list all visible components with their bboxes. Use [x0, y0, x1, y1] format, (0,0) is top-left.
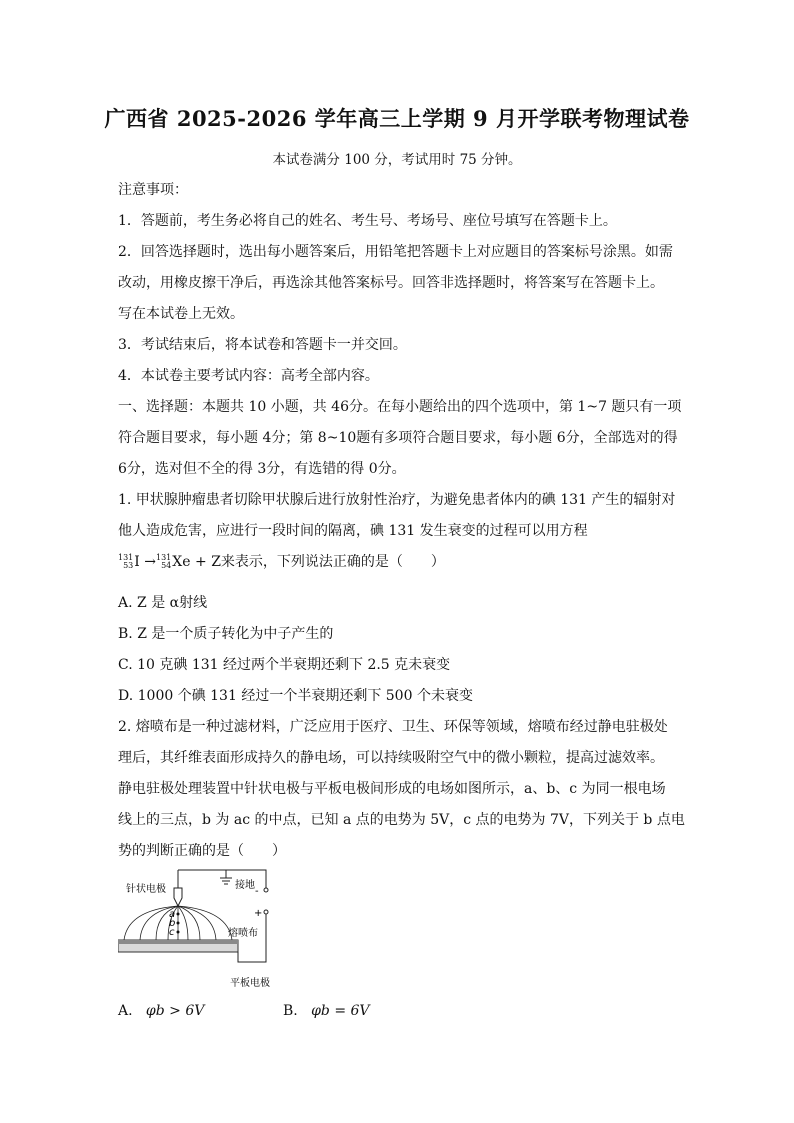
q2-option-b-letter: B.	[283, 1003, 298, 1019]
xenon-charge-number: 54	[161, 561, 172, 570]
equation-tail: 来表示，下列说法正确的是（ ）	[220, 554, 445, 570]
question-1-text: 1. 甲状腺肿瘤患者切除甲状腺后进行放射性治疗，为避免患者体内的碘 131 产生的辐射对	[118, 492, 676, 508]
point-a-label: a	[169, 909, 176, 920]
q1-option-c: C. 10 克碘 131 经过两个半衰期还剩下 2.5 克未衰变	[118, 657, 451, 673]
iodine-symbol: I	[134, 554, 140, 570]
page-title: 广西省 2025-2026 学年高三上学期 9 月开学联考物理试卷	[104, 106, 690, 131]
question-2-text: 2. 熔喷布是一种过滤材料，广泛应用于医疗、卫生、环保等领域，熔喷布经过静电驻极处	[118, 719, 668, 735]
page-subtitle: 本试卷满分 100 分，考试用时 75 分钟。	[272, 152, 522, 168]
question-2-text: 理后，其纤维表面形成持久的静电场，可以持续吸附空气中的微小颗粒，提高过滤效率。	[118, 750, 664, 766]
cloth-label: 熔喷布	[228, 928, 258, 939]
xenon-symbol: Xe	[172, 554, 191, 570]
q2-option-a-expr: φb > 6V	[145, 1003, 205, 1019]
q2-option-a	[118, 1003, 204, 1019]
plate-label: 平板电极	[230, 978, 270, 989]
point-b-label: b	[169, 918, 176, 929]
plus-symbol: +	[195, 554, 207, 570]
note-line: 1．答题前，考生务必将自己的姓名、考生号、考场号、座位号填写在答题卡上。	[118, 213, 617, 229]
section-instruction: 6分，选对但不全的得 3分，有选错的得 0分。	[118, 461, 406, 477]
xenon-numbers	[156, 554, 171, 570]
xenon-mass-number: 131	[156, 553, 172, 562]
electrode-field-diagram	[118, 862, 278, 992]
note-line: 2．回答选择题时，选出每小题答案后，用铅笔把答题卡上对应题目的答案标号涂黑。如需	[118, 244, 673, 260]
iodine-charge-number: 53	[123, 561, 134, 570]
needle-electrode	[174, 888, 182, 906]
q1-option-b: B. Z 是一个质子转化为中子产生的	[118, 626, 334, 642]
iodine-mass-number: 131	[118, 553, 134, 562]
z-symbol: Z	[211, 554, 221, 570]
question-2-text: 静电驻极处理装置中针状电极与平板电极间形成的电场如图所示，a、b、c 为同一根电场	[118, 781, 666, 797]
q2-option-b	[283, 1003, 370, 1019]
note-line: 3．考试结束后，将本试卷和答题卡一并交回。	[118, 337, 407, 353]
q1-option-d: D. 1000 个碘 131 经过一个半衰期还剩下 500 个未衰变	[118, 688, 473, 704]
note-line: 写在本试卷上无效。	[118, 306, 244, 322]
question-2-text: 势的判断正确的是（ ）	[118, 843, 286, 859]
meltblown-cloth	[118, 940, 238, 944]
minus-label: -	[255, 886, 259, 897]
question-1-text: 他人造成危害，应进行一段时间的隔离，碘 131 发生衰变的过程可以用方程	[118, 523, 588, 539]
point-b-dot	[177, 922, 180, 925]
negative-terminal	[264, 888, 268, 892]
plus-label: +	[254, 908, 263, 919]
point-c-label: c	[169, 927, 175, 938]
q2-option-b-expr: φb = 6V	[311, 1003, 370, 1019]
q1-option-a: A. Z 是 α射线	[118, 595, 208, 611]
question-2-text: 线上的三点，b 为 ac 的中点，已知 a 点的电势为 5V，c 点的电势为 7V，下列关于 b 点电	[118, 812, 685, 828]
positive-terminal	[264, 910, 268, 914]
ground-label: 接地	[235, 880, 255, 891]
note-line: 4．本试卷主要考试内容：高考全部内容。	[118, 368, 379, 384]
decay-equation-line	[118, 552, 678, 572]
arrow-symbol: →	[144, 554, 156, 570]
section-instruction: 符合题目要求，每小题 4分；第 8~10题有多项符合题目要求，每小题 6分，全部选对的得	[118, 430, 678, 446]
needle-label: 针状电极	[126, 884, 166, 895]
point-c-dot	[177, 931, 180, 934]
section-instruction: 一、选择题：本题共 10 小题，共 46分。在每小题给出的四个选项中，第 1~7 题只有一项	[118, 399, 682, 415]
note-line: 改动，用橡皮擦干净后，再选涂其他答案标号。回答非选择题时，将答案写在答题卡上。	[118, 275, 664, 291]
notes-heading: 注意事项：	[118, 182, 188, 198]
q2-option-a-letter: A.	[118, 1003, 133, 1019]
iodine-numbers	[118, 554, 133, 570]
point-a-dot	[177, 913, 180, 916]
